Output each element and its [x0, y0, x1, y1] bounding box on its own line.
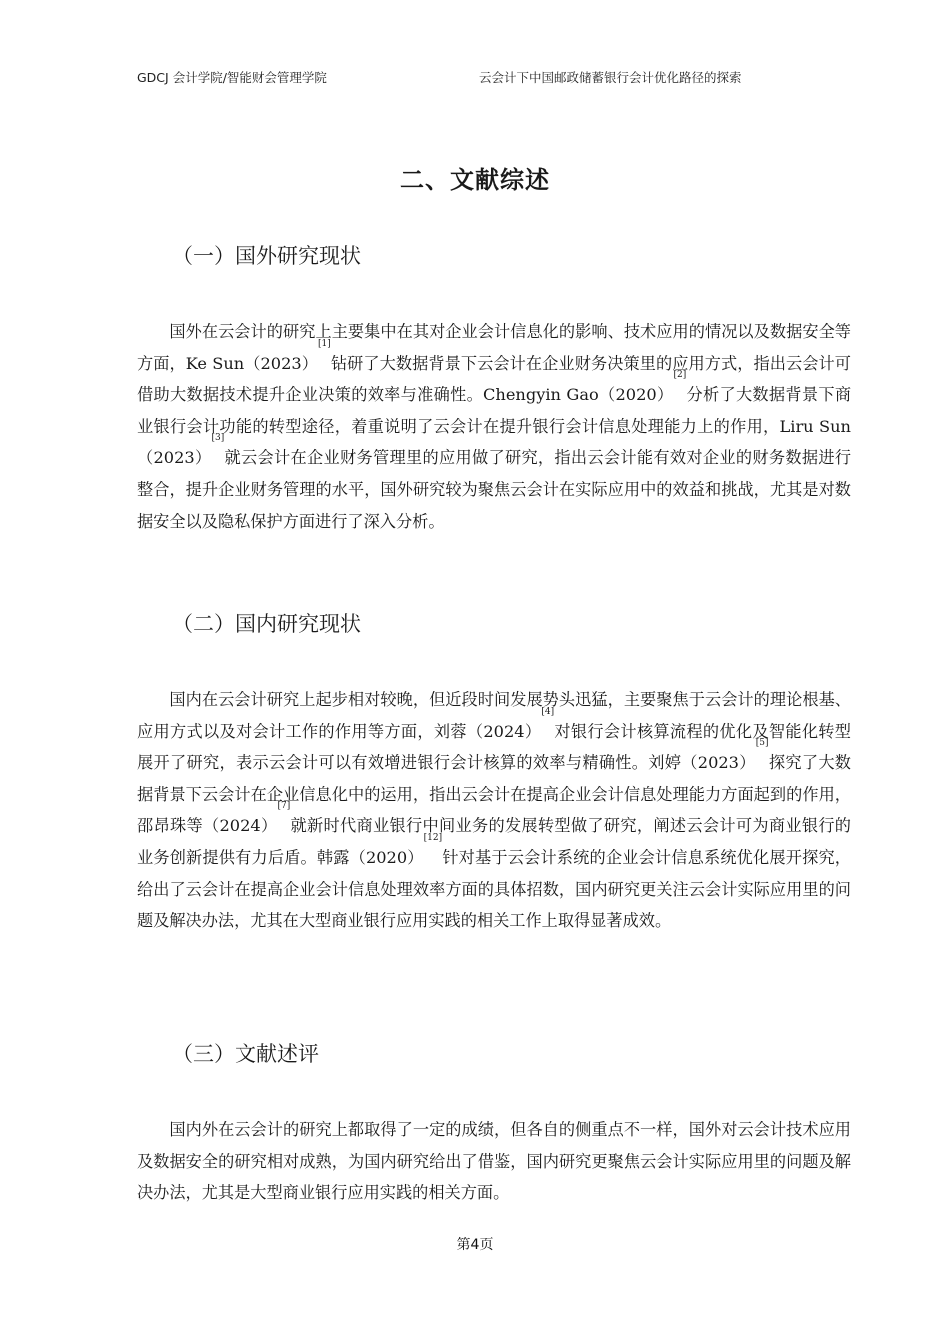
section-heading-review: （三）文献述评 — [172, 1042, 319, 1066]
paragraph-domestic-research — [137, 684, 851, 937]
header-thesis-title: 云会计下中国邮政储蓄银行会计优化路径的探索 — [479, 70, 742, 85]
section-heading-domestic: （二）国内研究现状 — [172, 612, 361, 636]
text-span: 分析了大数据背景下商业银行会计功能的转型途径，着重说明了云会计在提升银行会计信息处理能力上的作用，Liru Sun（2023） — [137, 385, 852, 468]
text-span: 探究了大数据背景下云会计在企业信息化中的运用，指出云会计在提高企业会计信息处理能力方面起到的作用，邵昂珠等（2024） — [137, 753, 851, 836]
section-heading-foreign: （一）国外研究现状 — [172, 244, 361, 268]
text-span: 针对基于云会计系统的企业会计信息系统优化展开探究，给出了云会计在提高企业会计信息处理效率方面的具体招数，国内研究更关注云会计实际应用里的问题及解决办法，尤其在大型商业银行应用实践的相关工作上取得显著成效。 — [137, 847, 851, 931]
paragraph-foreign-research — [137, 316, 851, 537]
page-number: 第4页 — [456, 1237, 494, 1253]
text-span: 国外在云会计的研究上主要集中在其对企业会计信息化的影响、技术应用的情况以及数据安全等方面，Ke Sun（2023） — [137, 322, 851, 373]
text-span: 国内在云会计研究上起步相对较晚，但近段时间发展势头迅猛，主要聚焦于云会计的理论根基、应用方式以及对会计工作的作用等方面，刘蓉（2024） — [137, 690, 851, 741]
citation-ref: [3] — [211, 433, 225, 444]
text-span: 对银行会计核算流程的优化及智能化转型展开了研究，表示云会计可以有效增进银行会计核算的效率与精确性。刘婷（2023） — [137, 721, 851, 773]
citation-ref: [4] — [541, 706, 555, 717]
header-institution: GDCJ 会计学院/智能财会管理学院 — [137, 70, 327, 85]
citation-ref: [2] — [673, 370, 687, 381]
text-span: 就新时代商业银行中间业务的发展转型做了研究，阐述云会计可为商业银行的业务创新提供有力后盾。韩露（2020） — [137, 816, 851, 867]
citation-ref: [1] — [318, 338, 331, 349]
text-span: 钻研了大数据背景下云会计在企业财务决策里的应用方式，指出云会计可借助大数据技术提升企业决策的效率与准确性。Chengyin Gao（2020） — [137, 353, 851, 405]
text-span: 就云会计在企业财务管理里的应用做了研究，指出云会计能有效对企业的财务数据进行整合，提升企业财务管理的水平，国外研究较为聚焦云会计在实际应用中的效益和挑战，尤其是对数据安全以及隐私保护方面进行了深入分析。 — [137, 448, 852, 531]
citation-ref: [5] — [755, 738, 769, 749]
citation-ref: [7] — [277, 801, 291, 812]
citation-ref: [12] — [423, 832, 443, 843]
paragraph-literature-review: 国内外在云会计的研究上都取得了一定的成绩，但各自的侧重点不一样，国外对云会计技术应用及数据安全的研究相对成熟，为国内研究给出了借鉴，国内研究更聚焦云会计实际应用里的问题及解决办法，尤其是大型商业银行应用实践的相关方面。 — [137, 1120, 851, 1203]
chapter-title: 二、文献综述 — [400, 166, 550, 194]
